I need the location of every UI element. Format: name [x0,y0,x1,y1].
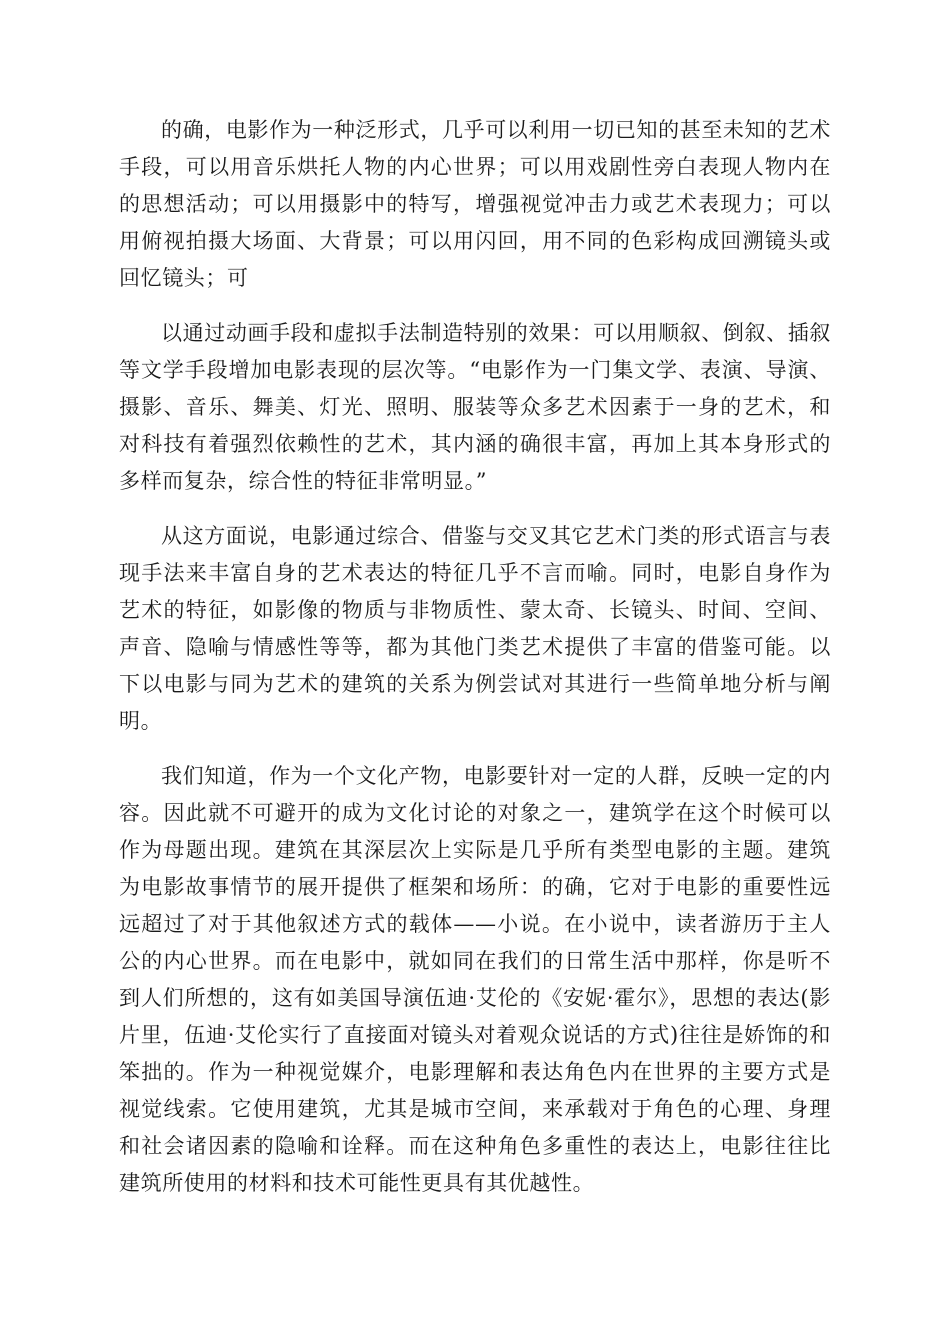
paragraph-4: 我们知道，作为一个文化产物，电影要针对一定的人群，反映一定的内容。因此就不可避开的成为文化讨论的对象之一，建筑学在这个时候可以作为母题出现。建筑在其深层次上实际是几乎所有类型电影的主题。建筑为电影故事情节的展开提供了框架和场所：的确，它对于电影的重要性远远超过了对于其他叙述方式的载体——小说。在小说中，读者游历于主人公的内心世界。而在电影中，就如同在我们的日常生活中那样，你是听不到人们所想的，这有如美国导演伍迪·艾伦的《安妮·霍尔》，思想的表达(影片里，伍迪·艾伦实行了直接面对镜头对着观众说话的方式)往往是娇饰的和笨拙的。作为一种视觉媒介，电影理解和表达角色内在世界的主要方式是视觉线索。它使用建筑，尤其是城市空间，来承载对于角色的心理、身理和社会诸因素的隐喻和诠释。而在这种角色多重性的表达上，电影往往比建筑所使用的材料和技术可能性更具有其优越性。 [119,764,831,1195]
paragraph-2: 以通过动画手段和虚拟手法制造特别的效果：可以用顺叙、倒叙、插叙等文学手段增加电影表现的层次等。“电影作为一门集文学、表演、导演、摄影、音乐、舞美、灯光、照明、服装等众多艺术因素于一身的艺术，和对科技有着强烈依赖性的艺术，其内涵的确很丰富，再加上其本身形式的多样而复杂，综合性的特征非常明显。” [119,321,831,493]
paragraph-3: 从这方面说，电影通过综合、借鉴与交叉其它艺术门类的形式语言与表现手法来丰富自身的艺术表达的特征几乎不言而喻。同时，电影自身作为艺术的特征，如影像的物质与非物质性、蒙太奇、长镜头、时间、空间、声音、隐喻与情感性等等，都为其他门类艺术提供了丰富的借鉴可能。以下以电影与同为艺术的建筑的关系为例尝试对其进行一些简单地分析与阐明。 [119,524,831,733]
paragraph-1: 的确，电影作为一种泛形式，几乎可以利用一切已知的甚至未知的艺术手段，可以用音乐烘托人物的内心世界；可以用戏剧性旁白表现人物内在的思想活动；可以用摄影中的特写，增强视觉冲击力或艺术表现力；可以用俯视拍摄大场面、大背景；可以用闪回，用不同的色彩构成回溯镜头或回忆镜头；可 [119,118,831,290]
body-text [119,112,831,1220]
